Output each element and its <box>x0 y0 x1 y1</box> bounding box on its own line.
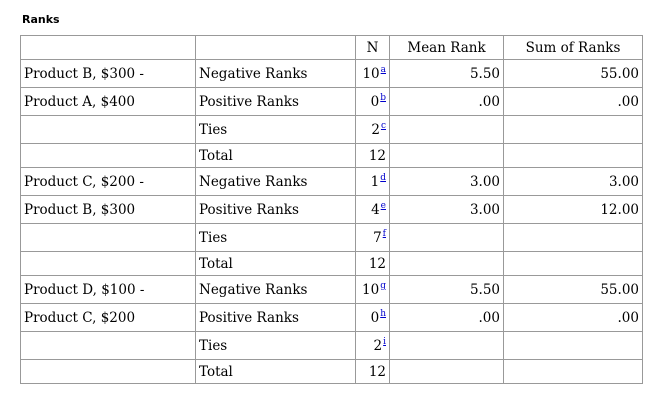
header-row <box>21 36 643 60</box>
sum-of-ranks-cell <box>504 332 643 360</box>
rank-type-cell: Negative Ranks <box>196 168 356 196</box>
n-value: 0 <box>370 93 380 110</box>
n-value: 7 <box>373 229 382 246</box>
n-value: 12 <box>368 255 386 272</box>
rank-type-cell: Positive Ranks <box>196 196 356 224</box>
mean-rank-cell: 5.50 <box>390 60 504 88</box>
rank-type-cell: Negative Ranks <box>196 276 356 304</box>
n-cell <box>356 332 390 360</box>
group-label-cell: Product C, $200 <box>21 304 196 332</box>
sum-of-ranks-cell <box>504 252 643 276</box>
ranks-table-body <box>21 36 643 384</box>
table-row <box>21 88 643 116</box>
rank-type-cell: Positive Ranks <box>196 88 356 116</box>
footnote-link[interactable]: e <box>380 201 386 211</box>
mean-rank-cell: 3.00 <box>390 168 504 196</box>
rank-type-cell: Positive Ranks <box>196 304 356 332</box>
rank-type-cell: Negative Ranks <box>196 60 356 88</box>
table-row <box>21 360 643 384</box>
rank-type-cell: Total <box>196 360 356 384</box>
table-row <box>21 332 643 360</box>
sum-of-ranks-cell <box>504 116 643 144</box>
footnote-link[interactable]: h <box>380 309 386 319</box>
sum-of-ranks-cell <box>504 144 643 168</box>
n-cell <box>356 116 390 144</box>
table-row <box>21 60 643 88</box>
table-row <box>21 276 643 304</box>
group-label-cell: Product C, $200 - <box>21 168 196 196</box>
n-value: 12 <box>368 147 386 164</box>
ranks-table <box>20 35 643 384</box>
mean-rank-cell <box>390 116 504 144</box>
n-cell <box>356 304 390 332</box>
table-row <box>21 116 643 144</box>
group-label-cell <box>21 332 196 360</box>
footnote-link[interactable]: f <box>382 229 386 239</box>
table-title: Ranks <box>22 13 60 26</box>
table-row <box>21 144 643 168</box>
sum-of-ranks-cell: 55.00 <box>504 276 643 304</box>
sum-of-ranks-cell <box>504 360 643 384</box>
rank-type-cell: Ties <box>196 116 356 144</box>
mean-rank-cell: 5.50 <box>390 276 504 304</box>
mean-rank-cell <box>390 144 504 168</box>
n-cell <box>356 88 390 116</box>
mean-rank-cell: .00 <box>390 304 504 332</box>
footnote-link[interactable]: b <box>380 93 386 103</box>
n-cell <box>356 360 390 384</box>
mean-rank-cell <box>390 360 504 384</box>
footnote-link[interactable]: c <box>380 121 386 131</box>
n-value: 12 <box>368 363 386 380</box>
group-label-cell: Product A, $400 <box>21 88 196 116</box>
n-value: 4 <box>371 201 380 218</box>
group-label-cell: Product B, $300 <box>21 196 196 224</box>
rank-type-cell: Total <box>196 144 356 168</box>
group-label-cell <box>21 252 196 276</box>
group-label-cell <box>21 360 196 384</box>
n-cell <box>356 224 390 252</box>
footnote-link[interactable]: a <box>380 65 386 75</box>
mean-rank-cell <box>390 252 504 276</box>
n-cell <box>356 168 390 196</box>
sum-of-ranks-cell: 12.00 <box>504 196 643 224</box>
table-row <box>21 304 643 332</box>
n-cell <box>356 252 390 276</box>
header-n: N <box>356 36 390 60</box>
n-value: 10 <box>362 281 380 298</box>
group-label-cell <box>21 116 196 144</box>
n-value: 0 <box>370 309 380 326</box>
header-mean-rank: Mean Rank <box>390 36 504 60</box>
group-label-cell: Product D, $100 - <box>21 276 196 304</box>
n-value: 10 <box>362 65 380 82</box>
n-value: 2 <box>371 121 380 138</box>
mean-rank-cell: 3.00 <box>390 196 504 224</box>
sum-of-ranks-cell: 3.00 <box>504 168 643 196</box>
table-row <box>21 224 643 252</box>
table-row <box>21 196 643 224</box>
n-cell <box>356 196 390 224</box>
footnote-link[interactable]: d <box>380 173 386 183</box>
header-sum-of-ranks: Sum of Ranks <box>504 36 643 60</box>
n-cell <box>356 60 390 88</box>
header-cell <box>196 36 356 60</box>
group-label-cell <box>21 144 196 168</box>
n-cell <box>356 276 390 304</box>
sum-of-ranks-cell: .00 <box>504 88 643 116</box>
footnote-link[interactable]: g <box>380 281 386 291</box>
sum-of-ranks-cell <box>504 224 643 252</box>
mean-rank-cell <box>390 332 504 360</box>
rank-type-cell: Total <box>196 252 356 276</box>
table-row <box>21 252 643 276</box>
header-cell <box>21 36 196 60</box>
sum-of-ranks-cell: 55.00 <box>504 60 643 88</box>
footnote-link[interactable]: i <box>383 337 386 347</box>
n-value: 1 <box>370 173 380 190</box>
mean-rank-cell: .00 <box>390 88 504 116</box>
table-row <box>21 168 643 196</box>
group-label-cell: Product B, $300 - <box>21 60 196 88</box>
mean-rank-cell <box>390 224 504 252</box>
group-label-cell <box>21 224 196 252</box>
sum-of-ranks-cell: .00 <box>504 304 643 332</box>
n-cell <box>356 144 390 168</box>
rank-type-cell: Ties <box>196 332 356 360</box>
n-value: 2 <box>373 337 383 354</box>
rank-type-cell: Ties <box>196 224 356 252</box>
